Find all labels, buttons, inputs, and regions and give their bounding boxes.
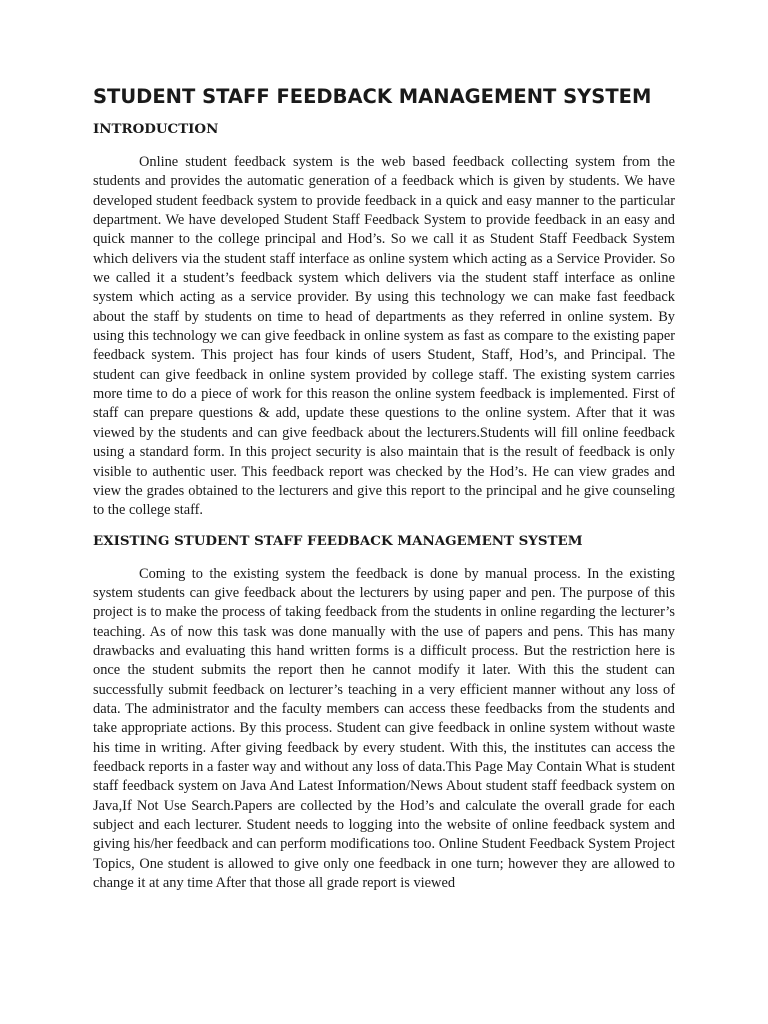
introduction-heading: INTRODUCTION (93, 121, 219, 137)
introduction-section (93, 119, 675, 521)
introduction-paragraph: Online student feedback system is the web based feedback collecting system from the students and provides the automatic generation of a feedback which is given by students. We have developed student feedback system to provide feedback in a quick and easy manner to the particular department. We have developed Student Staff Feedback System to provide feedback in an easy and quick manner to the college principal and Hod’s. So we call it as Student Staff Feedback System which delivers via the student staff interface as online system which acting as a Service Provider. So we called it a student’s feedback system which delivers via the student staff interface as online system which acting as a service provider. By using this technology we can make fast feedback about the staff by students on time to head of departments as they referred in online system. By using this technology we can give feedback in online system as fast as compare to the existing paper feedback system. This project has four kinds of users Student, Staff, Hod’s, and Principal. The student can give feedback in online system provided by college staff. The existing system carries more time to do a piece of work for this reason the online system feedback is implemented. First of staff can prepare questions & add, update these questions to the online system. After that it was viewed by the students and can give feedback about the lecturers.Students will fill online feedback using a standard form. In this project security is also maintain that is the result of feedback is only visible to authentic user. This feedback report was checked by the Hod’s. He can view grades and view the grades obtained to the lecturers and give this report to the principal and he give counseling to the college staff. (93, 154, 675, 519)
existing-system-section (93, 531, 675, 894)
existing-system-heading: EXISTING STUDENT STAFF FEEDBACK MANAGEMENT SYSTEM (93, 532, 583, 549)
document-page (93, 84, 675, 893)
document-title: STUDENT STAFF FEEDBACK MANAGEMENT SYSTEM (93, 85, 652, 108)
existing-system-paragraph: Coming to the existing system the feedback is done by manual process. In the existing system students can give feedback about the lecturers by using paper and pen. The purpose of this project is to make the process of taking feedback from the students in online regarding the lecturer’s teaching. As of now this task was done manually with the use of papers and pens. This has many drawbacks and evaluating this hand written forms is a difficult process. But the restriction here is once the student submits the report then he cannot modify it later. With this the student can successfully submit feedback on lecturer’s teaching in a very efficient manner without any loss of data. The administrator and the faculty members can access these feedbacks from the students and take appropriate actions. By this process. Student can give feedback in online system without waste his time in writing. After giving feedback by every student. With this, the institutes can access the feedback reports in a faster way and without any loss of data.This Page May Contain What is student staff feedback system on Java And Latest Information/News About student staff feedback system on Java,If Not Use Search.Papers are collected by the Hod’s and calculate the overall grade for each subject and each lecturer. Student needs to logging into the website of online feedback system and giving his/her feedback and can perform modifications too. Online Student Feedback System Project Topics, One student is allowed to give only one feedback in one turn; however they are allowed to change it at any time After that those all grade report is viewed (93, 565, 675, 892)
